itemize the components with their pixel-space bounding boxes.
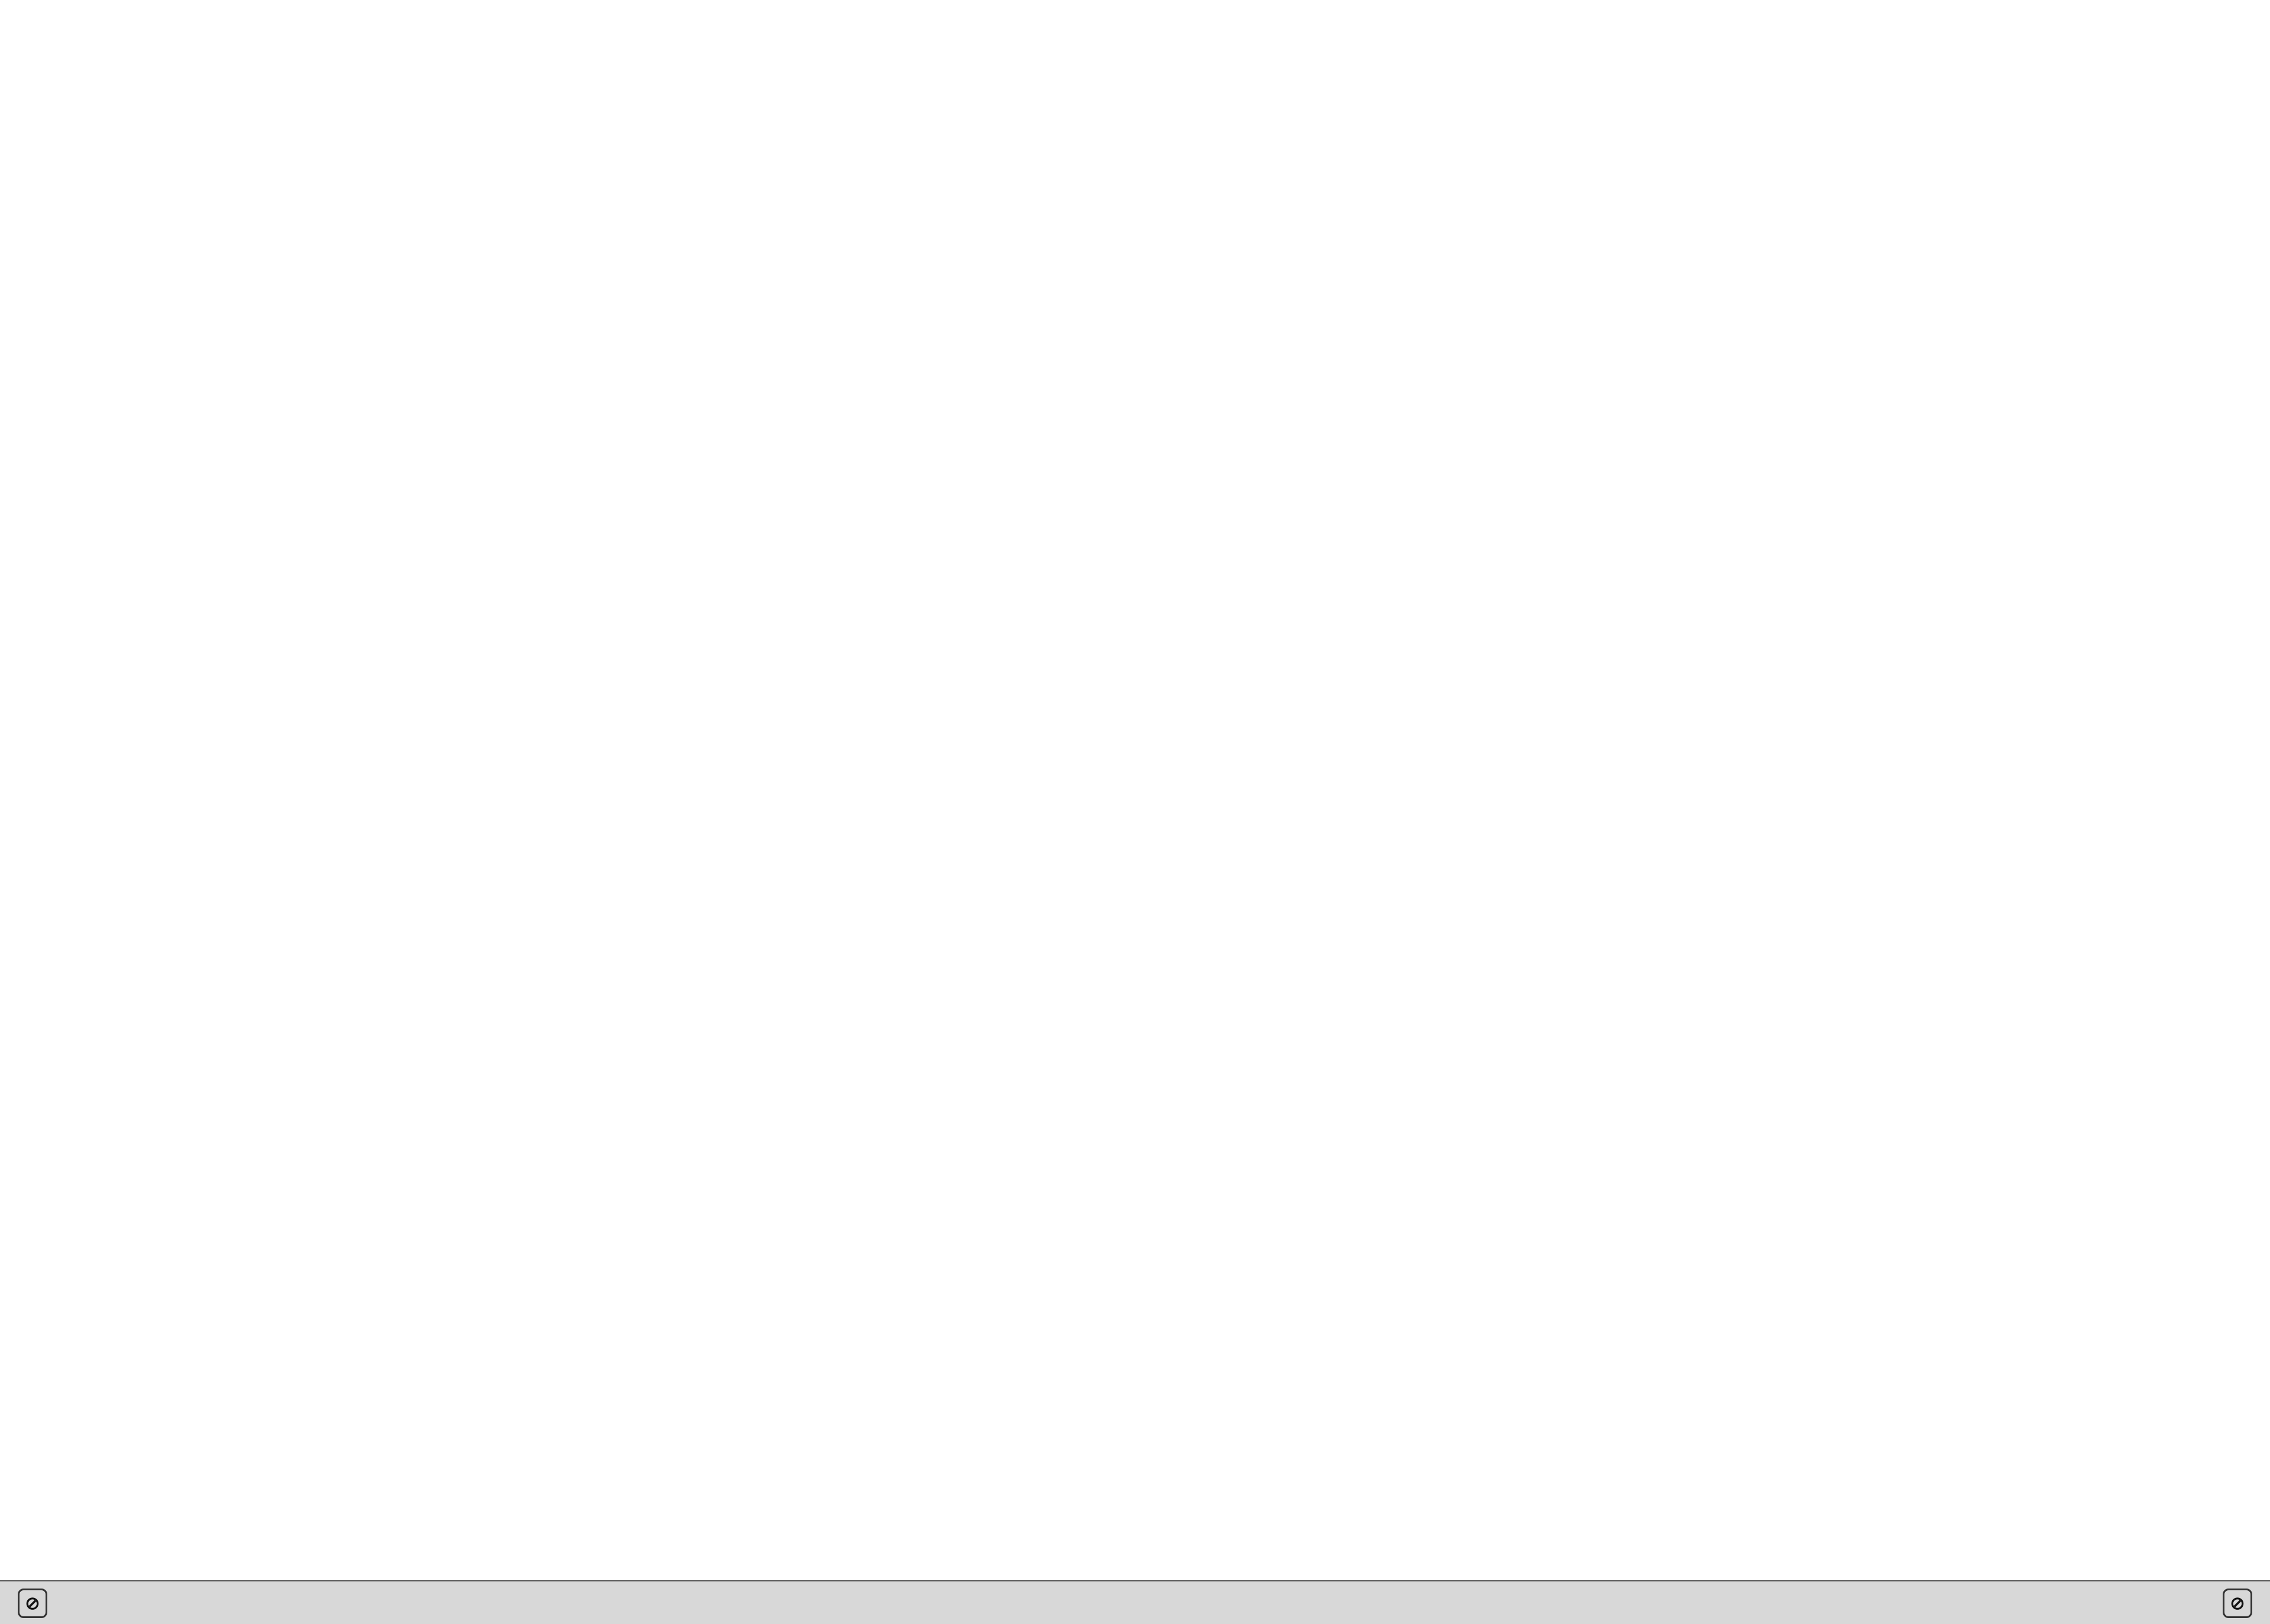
logo-icon: ⊘ <box>18 1589 47 1618</box>
logo-icon: ⊘ <box>2223 1589 2252 1618</box>
footer <box>0 1580 2270 1624</box>
